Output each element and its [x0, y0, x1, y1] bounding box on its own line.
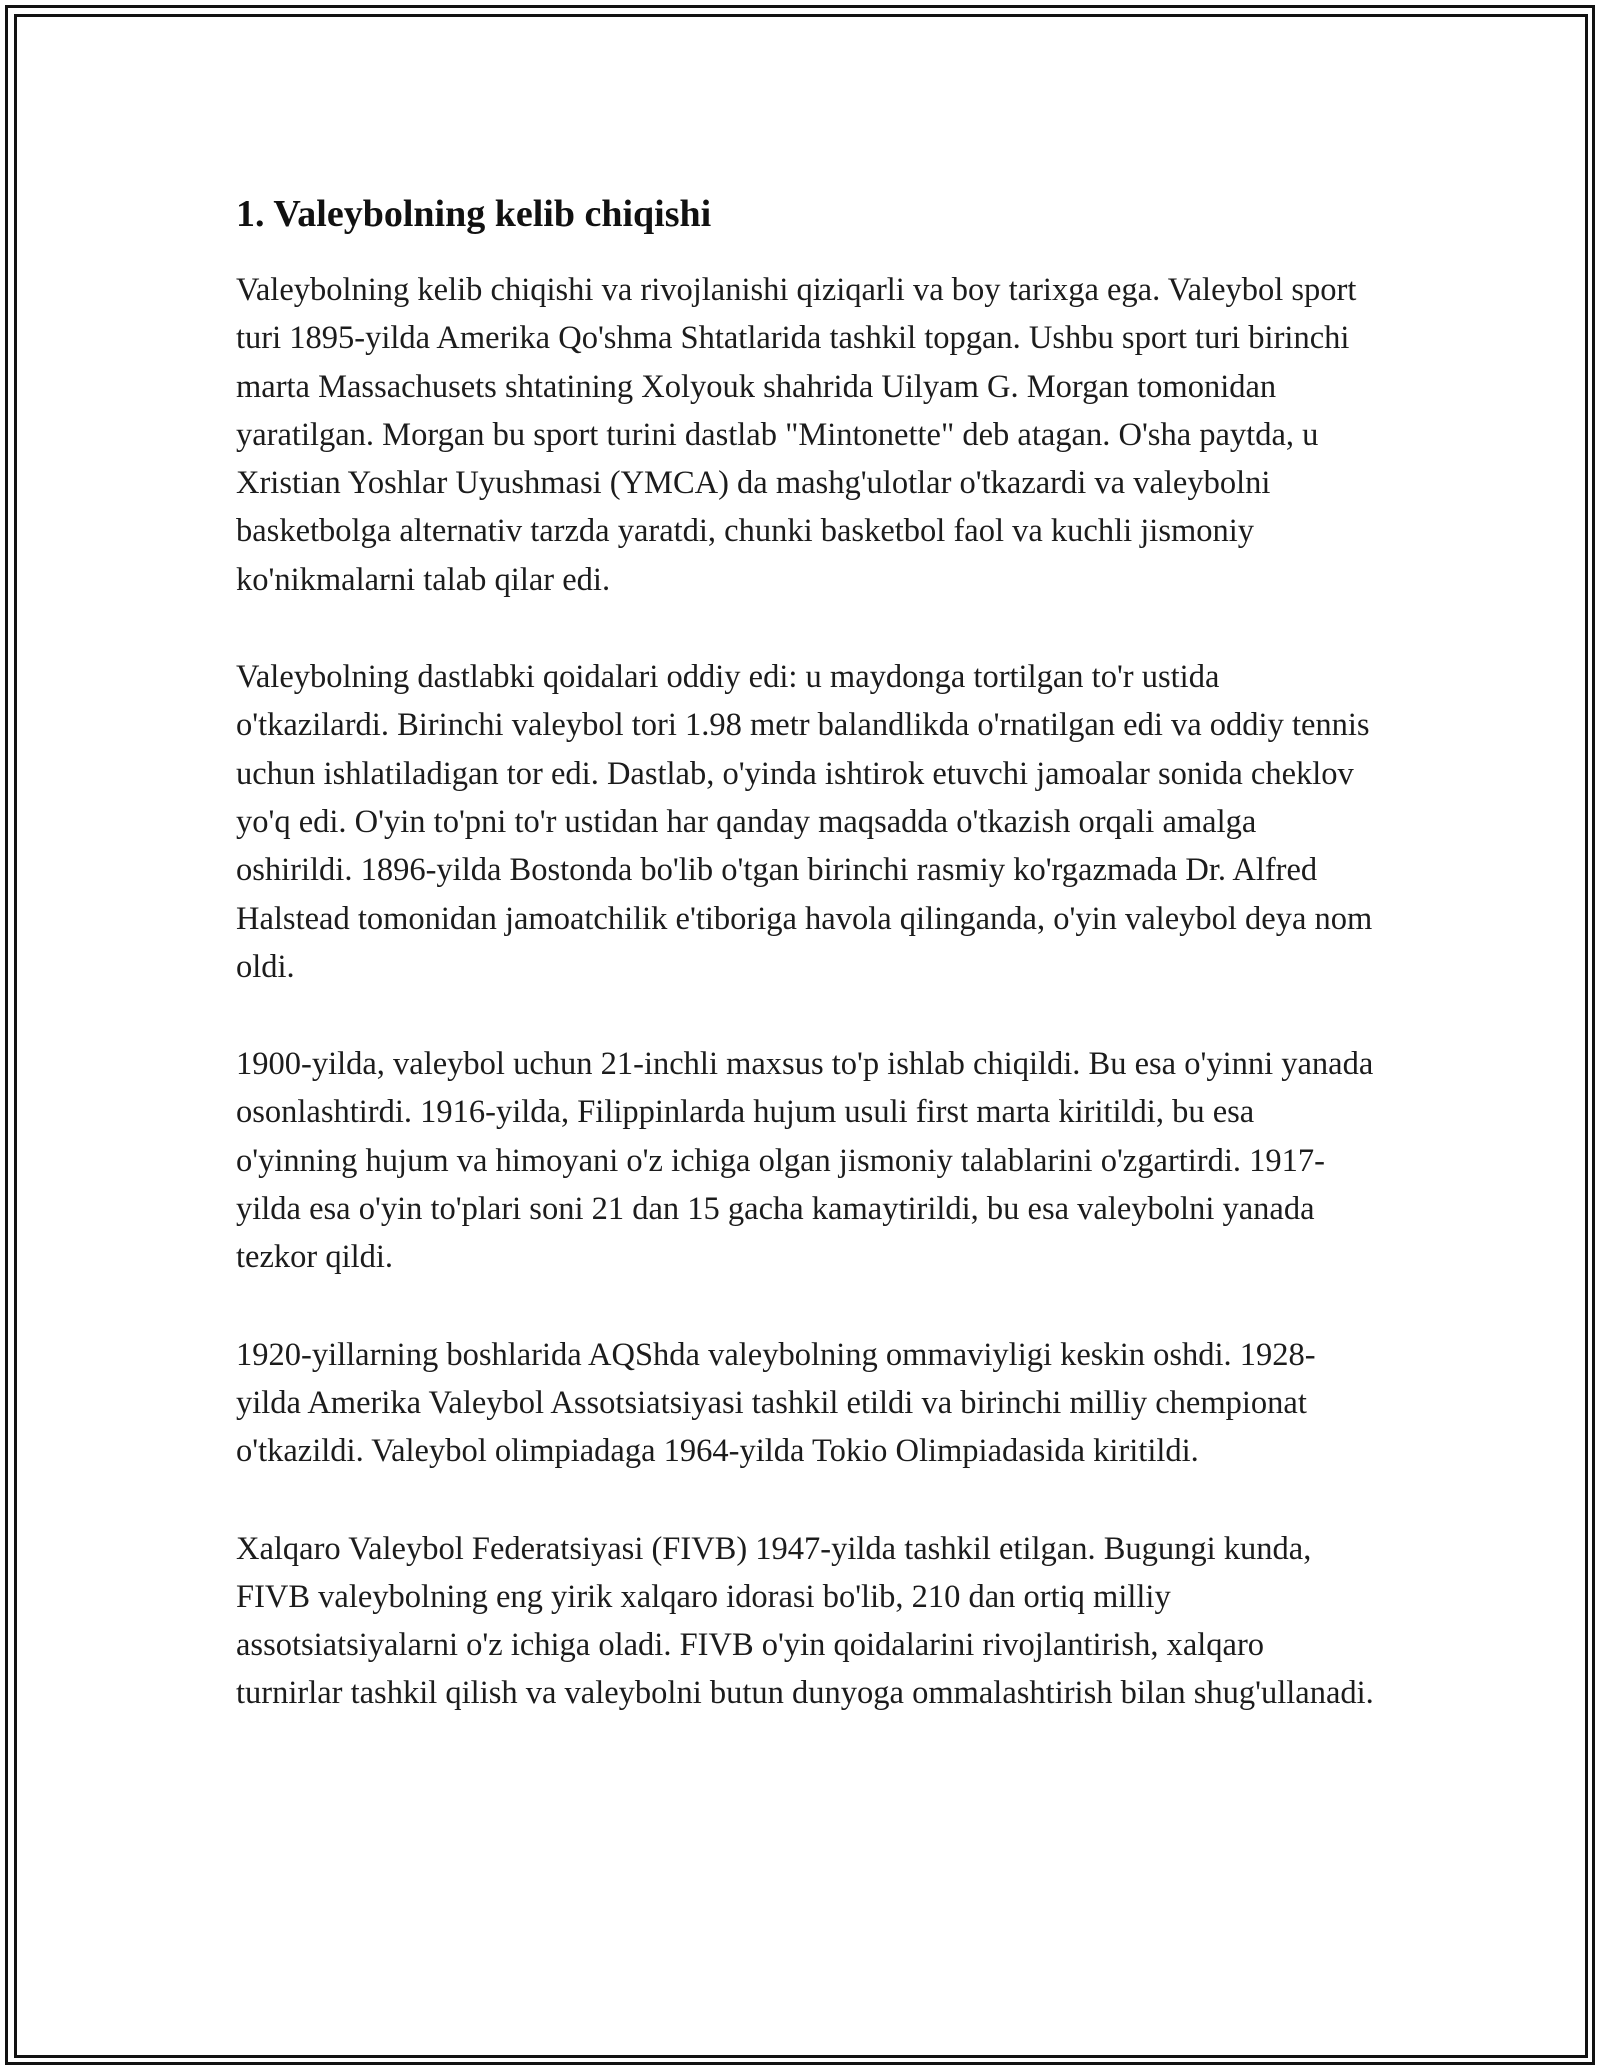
paragraph-early-rules: Valeybolning dastlabki qoidalari oddiy edi: u maydonga tortilgan to'r ustida o'tkazilardi. Birinchi valeybol tori 1.98 metr balandlikda o'rnatilgan edi va oddiy tennis uchun ishlatiladigan tor edi. Dastlab, o'yinda ishtirok etuvchi jamoalar sonida cheklov yo'q edi. O'yin to'pni to'r ustidan har qanday maqsadda o'tkazish orqali amalga oshirildi. 1896-yilda Bostonda bo'lib o'tgan birinchi rasmiy ko'rgazmada Dr. Alfred Halstead tomonidan jamoatchilik e'tiboriga havola qilinganda, o'yin valeybol deya nom oldi. [236, 659, 1373, 985]
paragraph-usa-popularity: 1920-yillarning boshlarida AQShda valeybolning ommaviyligi keskin oshdi. 1928-yilda Amerika Valeybol Assotsiatsiyasi tashkil etildi va birinchi milliy chempionat o'tkazildi. Valeybol olimpiadaga 1964-yilda Tokio Olimpiadasida kiritildi. [236, 1336, 1316, 1470]
document-body [236, 186, 1376, 1767]
paragraph-ball-development: 1900-yilda, valeybol uchun 21-inchli maxsus to'p ishlab chiqildi. Bu esa o'yinni yanada osonlashtirdi. 1916-yilda, Filippinlarda hujum usuli first marta kiritildi, bu esa o'yinning hujum va himoyani o'z ichiga olgan jismoniy talablarini o'zgartirdi. 1917-yilda esa o'yin to'plari soni 21 dan 15 gacha kamaytirildi, bu esa valeybolni yanada tezkor qildi. [236, 1046, 1374, 1276]
section-heading: 1. Valeybolning kelib chiqishi [236, 193, 712, 235]
paragraph-fivb: Xalqaro Valeybol Federatsiyasi (FIVB) 1947-yilda tashkil etilgan. Bugungi kunda, FIVB valeybolning eng yirik xalqaro idorasi bo'lib, 210 dan ortiq milliy assotsiatsiyalarni o'z ichiga oladi. FIVB o'yin qoidalarini rivojlantirish, xalqaro turnirlar tashkil qilish va valeybolni butun dunyoga ommalashtirish bilan shug'ullanadi. [236, 1530, 1374, 1712]
paragraph-origin: Valeybolning kelib chiqishi va rivojlanishi qiziqarli va boy tarixga ega. Valeybol sport turi 1895-yilda Amerika Qo'shma Shtatlarida tashkil topgan. Ushbu sport turi birinchi marta Massachusets shtatining Xolyouk shahrida Uilyam G. Morgan tomonidan yaratilgan. Morgan bu sport turini dastlab "Mintonette" deb atagan. O'sha paytda, u Xristian Yoshlar Uyushmasi (YMCA) da mashg'ulotlar o'tkazardi va valeybolni basketbolga alternativ tarzda yaratdi, chunki basketbol faol va kuchli jismoniy ko'nikmalarni talab qilar edi. [236, 272, 1357, 598]
